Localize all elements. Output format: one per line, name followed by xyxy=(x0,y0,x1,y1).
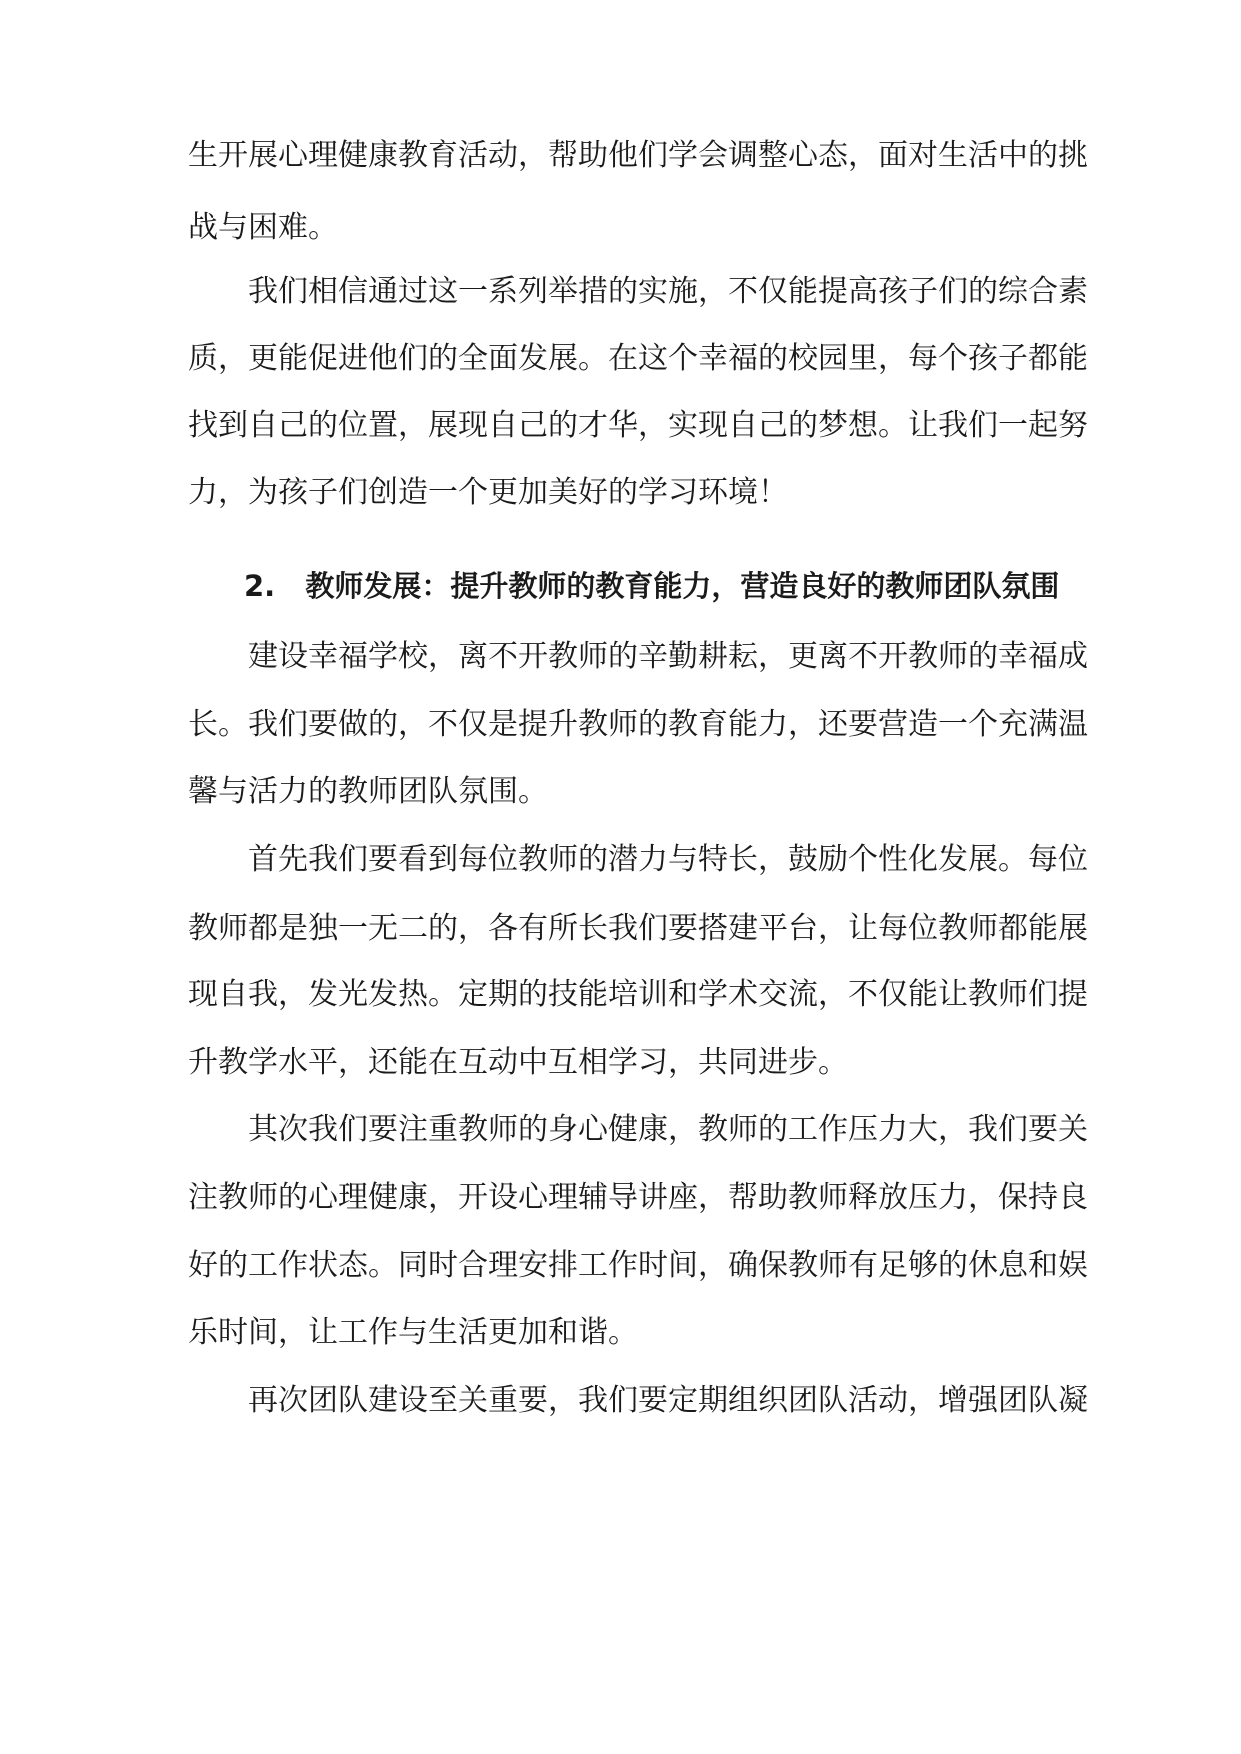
text-line: 其次我们要注重教师的身心健康，教师的工作压力大，我们要关 xyxy=(248,1112,1088,1147)
text-line: 现自我，发光发热。定期的技能培训和学术交流，不仅能让教师们提 xyxy=(188,977,1088,1012)
text-line: 力，为孩子们创造一个更加美好的学习环境！ xyxy=(188,475,788,510)
text-line: 乐时间，让工作与生活更加和谐。 xyxy=(188,1315,638,1350)
text-line: 质，更能促进他们的全面发展。在这个幸福的校园里，每个孩子都能 xyxy=(188,341,1088,376)
text-line: 生开展心理健康教育活动，帮助他们学会调整心态，面对生活中的挑 xyxy=(188,138,1088,173)
text-line: 战与困难。 xyxy=(188,210,338,245)
section-heading xyxy=(244,566,1059,606)
section-heading-text: 教师发展：提升教师的教育能力，营造良好的教师团队氛围 xyxy=(305,569,1060,603)
text-line: 再次团队建设至关重要，我们要定期组织团队活动，增强团队凝 xyxy=(248,1383,1088,1418)
text-line: 升教学水平，还能在互动中互相学习，共同进步。 xyxy=(188,1045,848,1080)
text-line: 建设幸福学校，离不开教师的辛勤耕耘，更离不开教师的幸福成 xyxy=(248,639,1088,674)
text-line: 馨与活力的教师团队氛围。 xyxy=(188,774,548,809)
text-line: 我们相信通过这一系列举措的实施，不仅能提高孩子们的综合素 xyxy=(248,274,1088,309)
text-line: 首先我们要看到每位教师的潜力与特长，鼓励个性化发展。每位 xyxy=(248,842,1088,877)
text-line: 好的工作状态。同时合理安排工作时间，确保教师有足够的休息和娱 xyxy=(188,1248,1088,1283)
text-line: 长。我们要做的，不仅是提升教师的教育能力，还要营造一个充满温 xyxy=(188,707,1088,742)
text-line: 找到自己的位置，展现自己的才华，实现自己的梦想。让我们一起努 xyxy=(188,408,1088,443)
text-line: 注教师的心理健康，开设心理辅导讲座，帮助教师释放压力，保持良 xyxy=(188,1180,1088,1215)
section-heading-number: 2. xyxy=(244,569,276,603)
text-line: 教师都是独一无二的，各有所长我们要搭建平台，让每位教师都能展 xyxy=(188,911,1088,946)
